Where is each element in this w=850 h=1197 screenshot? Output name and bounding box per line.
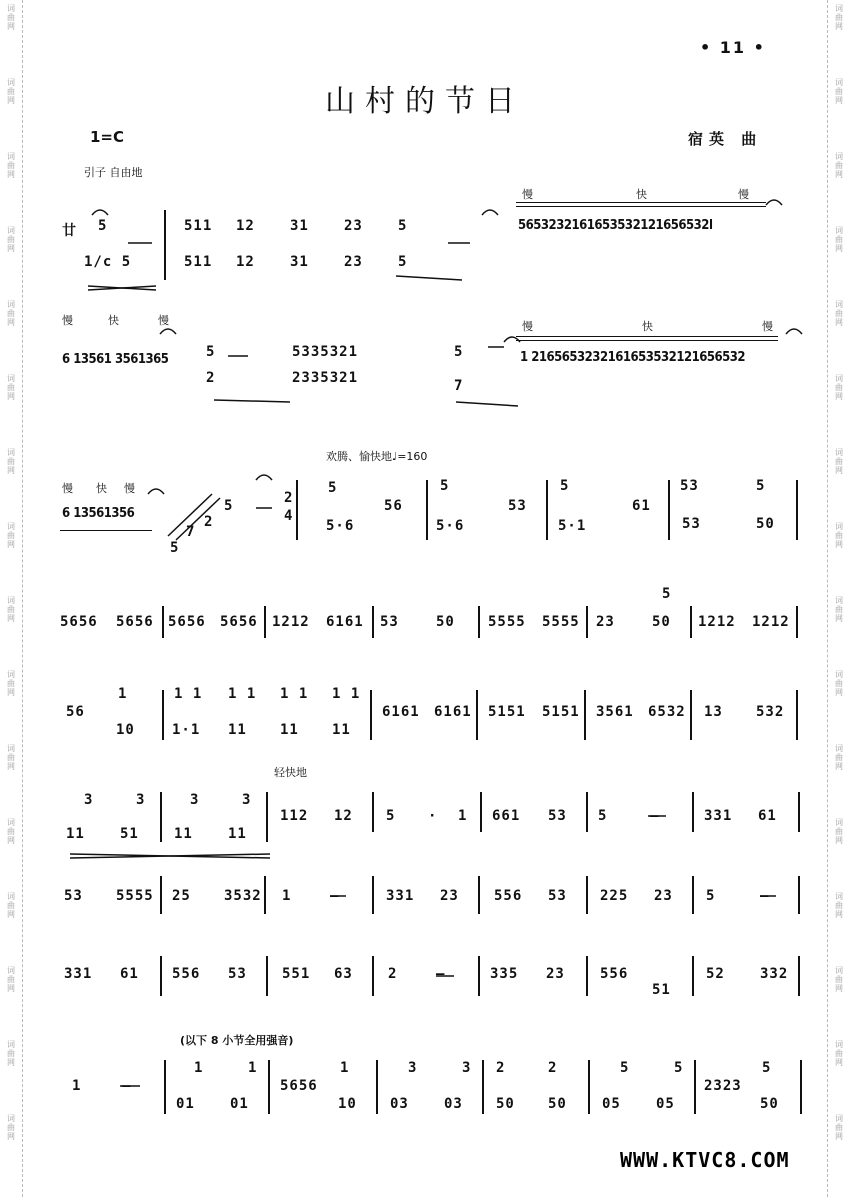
- r2-top-1: 5: [206, 344, 216, 360]
- r4-3: 5656: [168, 614, 206, 630]
- margin-mark: 词 曲 网: [7, 4, 15, 31]
- r7-10: 53: [548, 888, 567, 904]
- tempo-slow-1: 慢: [522, 188, 533, 201]
- r8-4: 53: [228, 966, 247, 982]
- r8-13: 52: [706, 966, 725, 982]
- r7-13: 5: [706, 888, 716, 904]
- margin-mark: 词 曲 网: [835, 4, 843, 31]
- margin-mark: 词 曲 网: [7, 152, 15, 179]
- fermata-icon: [148, 489, 164, 494]
- r1-bot-2: 511: [184, 254, 213, 270]
- r7-2: 5555: [116, 888, 154, 904]
- r3-top-5: 5: [756, 478, 766, 494]
- r4-10: 5555: [542, 614, 580, 630]
- r6-13: —: [650, 808, 660, 824]
- margin-mark: 词 曲 网: [835, 448, 843, 475]
- r9-1: 1: [72, 1078, 82, 1094]
- r8-10: 23: [546, 966, 565, 982]
- r7-14: —: [760, 888, 770, 904]
- r3-note-4: 5·6: [436, 518, 465, 534]
- r2-bot-4: 7: [454, 378, 464, 394]
- margin-mark: 词 曲 网: [7, 448, 15, 475]
- r9-top-9: 5: [674, 1060, 684, 1076]
- site-watermark: WWW.KTVC8.COM: [620, 1148, 790, 1172]
- r2-run2: 1 2165653232161653532121656532: [520, 350, 746, 365]
- composer: 宿英 曲: [688, 130, 763, 148]
- r3-note-5: 53: [508, 498, 527, 514]
- margin-mark: 词 曲 网: [7, 300, 15, 327]
- margin-mark: 词 曲 网: [7, 966, 15, 993]
- r6-9: 1: [458, 808, 468, 824]
- r2-bot-2: 2335321: [292, 370, 359, 386]
- arpeggio-line-icon: [176, 498, 220, 540]
- margin-mark: 词 曲 网: [835, 226, 843, 253]
- r1-top-1: 5: [98, 218, 108, 234]
- hairpin-icon: [456, 402, 518, 406]
- r9-8: 03: [444, 1096, 463, 1112]
- r2-run1: 6 13561 3561365: [62, 352, 169, 367]
- r5-2: 10: [116, 722, 135, 738]
- r8-9: 335: [490, 966, 519, 982]
- r4-4: 5656: [220, 614, 258, 630]
- main-tempo: 欢腾、愉快地♩=160: [326, 450, 428, 463]
- r5-top-2: 1 1: [174, 686, 203, 702]
- tempo-slow-3: 慢: [62, 314, 73, 327]
- harmonic-note: (以下 8 小节全用强音): [180, 1034, 294, 1047]
- r4-5: 1212: [272, 614, 310, 630]
- r4-7: 53: [380, 614, 399, 630]
- margin-mark: 词 曲 网: [835, 374, 843, 401]
- r3-arp-1: 5: [170, 540, 180, 556]
- margin-mark: 词 曲 网: [835, 966, 843, 993]
- tempo-slow-2: 慢: [738, 188, 749, 201]
- tempo-slow-6: 慢: [762, 320, 773, 333]
- r6-14: 331: [704, 808, 733, 824]
- r5-8: 6161: [434, 704, 472, 720]
- r4-top-1: 5: [662, 586, 672, 602]
- time-sig-bottom: 4: [284, 508, 294, 524]
- tempo-fast-2: 快: [108, 314, 119, 327]
- r4-13: 1212: [698, 614, 736, 630]
- r3-note-8: 53: [682, 516, 701, 532]
- arpeggio-line-icon: [168, 494, 212, 536]
- fermata-icon: [504, 337, 520, 342]
- r9-top-8: 5: [620, 1060, 630, 1076]
- margin-mark: 词 曲 网: [7, 892, 15, 919]
- r6-8: ·: [428, 808, 438, 824]
- r9-7: 03: [390, 1096, 409, 1112]
- r9-top-7: 2: [548, 1060, 558, 1076]
- margin-mark: 词 曲 网: [7, 596, 15, 623]
- r9-top-10: 5: [762, 1060, 772, 1076]
- r8-2: 61: [120, 966, 139, 982]
- r6-12: 5: [598, 808, 608, 824]
- fermata-icon: [92, 210, 108, 215]
- r5-10: 5151: [542, 704, 580, 720]
- r6-top-1: 3: [84, 792, 94, 808]
- r1-top-5: 23: [344, 218, 363, 234]
- r5-9: 5151: [488, 704, 526, 720]
- light-fast-label: 轻快地: [274, 766, 307, 779]
- r7-9: 556: [494, 888, 523, 904]
- r3-arp-3: 2: [204, 514, 214, 530]
- r4-9: 5555: [488, 614, 526, 630]
- margin-mark: 词 曲 网: [835, 1040, 843, 1067]
- r7-4: 3532: [224, 888, 262, 904]
- r3-note-3: 56: [384, 498, 403, 514]
- r9-13: 2323: [704, 1078, 742, 1094]
- r7-7: 331: [386, 888, 415, 904]
- margin-mark: 词 曲 网: [835, 892, 843, 919]
- margin-mark: 词 曲 网: [835, 596, 843, 623]
- song-title: 山村的节日: [325, 84, 525, 119]
- r9-top-6: 2: [496, 1060, 506, 1076]
- r9-top-3: 1: [340, 1060, 350, 1076]
- margin-mark: 词 曲 网: [7, 818, 15, 845]
- r3-note-6: 5·1: [558, 518, 587, 534]
- r4-11: 23: [596, 614, 615, 630]
- fermata-icon: [160, 329, 176, 334]
- tempo-slow-8: 慢: [124, 482, 135, 495]
- r7-11: 225: [600, 888, 629, 904]
- r5-top-3: 1 1: [228, 686, 257, 702]
- margin-mark: 词 曲 网: [835, 818, 843, 845]
- r5-12: 6532: [648, 704, 686, 720]
- r9-6: 10: [338, 1096, 357, 1112]
- r5-13: 13: [704, 704, 723, 720]
- r3-top-1: 5: [328, 480, 338, 496]
- r4-1: 5656: [60, 614, 98, 630]
- r4-2: 5656: [116, 614, 154, 630]
- r2-top-4: 5: [454, 344, 464, 360]
- r5-6: 11: [332, 722, 351, 738]
- sa-mark: 廿: [62, 223, 77, 239]
- r7-3: 25: [172, 888, 191, 904]
- r8-7: 2: [388, 966, 398, 982]
- r8-5: 551: [282, 966, 311, 982]
- r6-1: 11: [66, 826, 85, 842]
- margin-mark: 词 曲 网: [7, 226, 15, 253]
- tempo-fast-4: 快: [96, 482, 107, 495]
- r6-5: 112: [280, 808, 309, 824]
- r1-bot-4: 31: [290, 254, 309, 270]
- r1-top-3: 12: [236, 218, 255, 234]
- margin-mark: 词 曲 网: [835, 152, 843, 179]
- r2-top-2: 5335321: [292, 344, 359, 360]
- r5-5: 11: [280, 722, 299, 738]
- tempo-fast-1: 快: [636, 188, 647, 201]
- hairpin-icon: [214, 400, 290, 402]
- r9-top-5: 3: [462, 1060, 472, 1076]
- tempo-fast-3: 快: [642, 320, 653, 333]
- r5-11: 3561: [596, 704, 634, 720]
- tempo-slow-7: 慢: [62, 482, 73, 495]
- margin-mark: 词 曲 网: [7, 670, 15, 697]
- r5-1: 56: [66, 704, 85, 720]
- r9-10: 50: [548, 1096, 567, 1112]
- margin-mark: 词 曲 网: [835, 300, 843, 327]
- r3-top-3: 5: [560, 478, 570, 494]
- r6-2: 51: [120, 826, 139, 842]
- margin-mark: 词 曲 网: [7, 78, 15, 105]
- margin-mark: 词 曲 网: [7, 1040, 15, 1067]
- r1-top-2: 511: [184, 218, 213, 234]
- margin-mark: 词 曲 网: [835, 744, 843, 771]
- r1-top-6: 5: [398, 218, 408, 234]
- r9-top-4: 3: [408, 1060, 418, 1076]
- time-sig-top: 2: [284, 490, 294, 506]
- r3-note-9: 50: [756, 516, 775, 532]
- fermata-icon: [786, 329, 802, 334]
- r9-4: 01: [230, 1096, 249, 1112]
- r7-12: 23: [654, 888, 673, 904]
- r7-5: 1: [282, 888, 292, 904]
- r8-6: 63: [334, 966, 353, 982]
- r4-6: 6161: [326, 614, 364, 630]
- intro-label: 引子 自由地: [84, 166, 143, 179]
- page-number: • 11 •: [700, 38, 766, 57]
- r5-top-4: 1 1: [280, 686, 309, 702]
- r8-1: 331: [64, 966, 93, 982]
- fermata-icon: [256, 475, 272, 480]
- r9-12: 05: [656, 1096, 675, 1112]
- r9-11: 05: [602, 1096, 621, 1112]
- r3-top-4: 53: [680, 478, 699, 494]
- r1-top-4: 31: [290, 218, 309, 234]
- key-signature: 1=C: [90, 128, 125, 146]
- r6-15: 61: [758, 808, 777, 824]
- tempo-slow-5: 慢: [522, 320, 533, 333]
- r9-top-2: 1: [248, 1060, 258, 1076]
- r9-5: 5656: [280, 1078, 318, 1094]
- r2-bot-1: 2: [206, 370, 216, 386]
- r1-bot-3: 12: [236, 254, 255, 270]
- r9-14: 50: [760, 1096, 779, 1112]
- margin-mark: 词 曲 网: [7, 522, 15, 549]
- r7-1: 53: [64, 888, 83, 904]
- r5-14: 532: [756, 704, 785, 720]
- r4-14: 1212: [752, 614, 790, 630]
- r8-14: 332: [760, 966, 789, 982]
- r5-3: 1·1: [172, 722, 201, 738]
- r6-7: 5: [386, 808, 396, 824]
- r9-top-1: 1: [194, 1060, 204, 1076]
- r4-8: 50: [436, 614, 455, 630]
- r1-run: 5653232161653532121656532l: [518, 218, 713, 233]
- r3-arp-2: 7: [186, 524, 196, 540]
- hairpin-icon: [396, 276, 462, 280]
- r5-7: 6161: [382, 704, 420, 720]
- r5-top-1: 1: [118, 686, 128, 702]
- r6-top-4: 3: [242, 792, 252, 808]
- r1-bot-6: 5: [398, 254, 408, 270]
- r8-3: 556: [172, 966, 201, 982]
- r9-2: —: [122, 1078, 132, 1094]
- r6-3: 11: [174, 826, 193, 842]
- r5-4: 11: [228, 722, 247, 738]
- margin-mark: 词 曲 网: [835, 1114, 843, 1141]
- r7-8: 23: [440, 888, 459, 904]
- fermata-icon: [482, 210, 498, 215]
- r8-12: 51: [652, 982, 671, 998]
- r6-top-3: 3: [190, 792, 200, 808]
- r7-6: —: [330, 888, 340, 904]
- r3-run: 6 13561356: [62, 506, 135, 521]
- r6-6: 12: [334, 808, 353, 824]
- r9-3: 01: [176, 1096, 195, 1112]
- margin-mark: 词 曲 网: [835, 670, 843, 697]
- r6-top-2: 3: [136, 792, 146, 808]
- r3-top-2: 5: [440, 478, 450, 494]
- r5-top-5: 1 1: [332, 686, 361, 702]
- margin-mark: 词 曲 网: [7, 374, 15, 401]
- r9-9: 50: [496, 1096, 515, 1112]
- r6-4: 11: [228, 826, 247, 842]
- r4-12: 50: [652, 614, 671, 630]
- r1-bot-1: 1/c 5: [84, 254, 132, 270]
- margin-mark: 词 曲 网: [7, 744, 15, 771]
- margin-mark: 词 曲 网: [7, 1114, 15, 1141]
- r6-11: 53: [548, 808, 567, 824]
- fermata-icon: [766, 200, 782, 205]
- margin-mark: 词 曲 网: [835, 522, 843, 549]
- tempo-slow-4: 慢: [158, 314, 169, 327]
- r1-bot-5: 23: [344, 254, 363, 270]
- r3-note-2: 5·6: [326, 518, 355, 534]
- r8-8: —: [436, 966, 446, 982]
- margin-mark: 词 曲 网: [835, 78, 843, 105]
- r3-arp-4: 5: [224, 498, 234, 514]
- r3-note-7: 61: [632, 498, 651, 514]
- r6-10: 661: [492, 808, 521, 824]
- r8-11: 556: [600, 966, 629, 982]
